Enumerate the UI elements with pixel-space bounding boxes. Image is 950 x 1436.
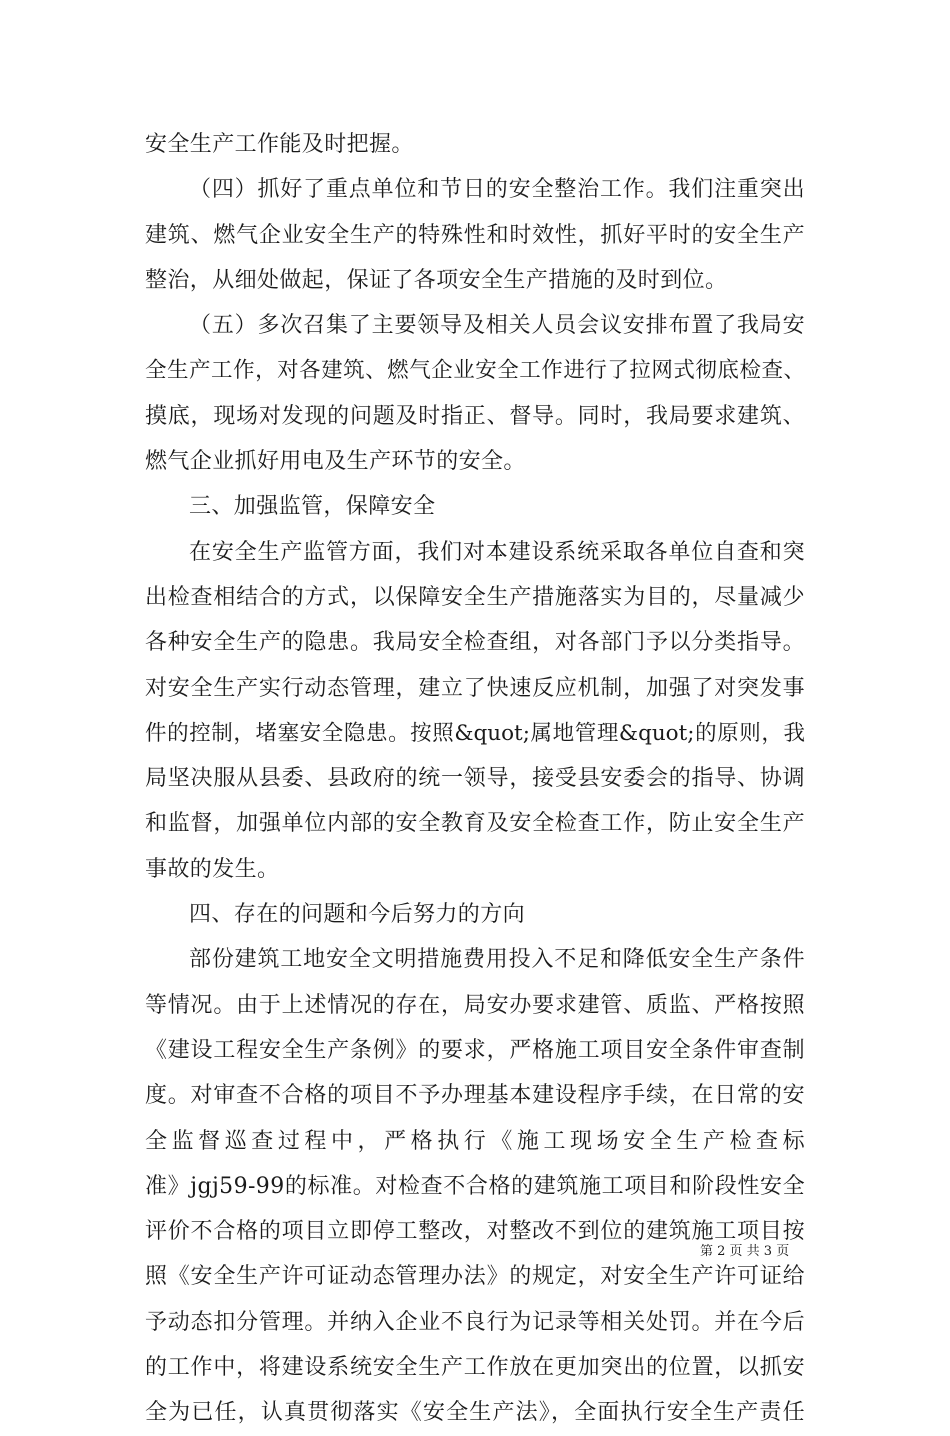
body-line: 全监督巡查过程中，严格执行《施工现场安全生产检查标	[145, 1128, 805, 1154]
body-line: 各种安全生产的隐患。我局安全检查组，对各部门予以分类指导。	[145, 630, 805, 656]
page-number: 第 2 页 共 3 页	[700, 1244, 790, 1259]
body-line: 事故的发生。	[145, 856, 280, 882]
body-line: 和监督，加强单位内部的安全教育及安全检查工作，防止安全生产	[145, 811, 805, 837]
body-line: 度。对审查不合格的项目不予办理基本建设程序手续，在日常的安	[145, 1083, 805, 1109]
body-line: 等情况。由于上述情况的存在，局安办要求建管、质监、严格按照	[145, 992, 805, 1018]
body-line: 全为已任，认真贯彻落实《安全生产法》，全面执行安全生产责任	[145, 1400, 805, 1426]
body-line: 燃气企业抓好用电及生产环节的安全。	[145, 449, 526, 475]
body-line: 件的控制，堵塞安全隐患。按照&quot;属地管理&quot;的原则，我	[145, 720, 805, 746]
body-line: 摸底，现场对发现的问题及时指正、督导。同时，我局要求建筑、	[145, 403, 805, 429]
body-line: 照《安全生产许可证动态管理办法》的规定，对安全生产许可证给	[145, 1264, 805, 1290]
body-line: 对安全生产实行动态管理，建立了快速反应机制，加强了对突发事	[145, 675, 805, 701]
body-line: 予动态扣分管理。并纳入企业不良行为记录等相关处罚。并在今后	[145, 1309, 805, 1335]
section-heading: 三、加强监管，保障安全	[189, 494, 436, 520]
body-line: 《建设工程安全生产条例》的要求，严格施工项目安全条件审查制	[145, 1037, 805, 1063]
body-line: 准》jgj59-99的标准。对检查不合格的建筑施工项目和阶段性安全	[145, 1173, 805, 1199]
body-line: 的工作中，将建设系统安全生产工作放在更加突出的位置，以抓安	[145, 1355, 805, 1381]
body-line: （四）抓好了重点单位和节日的安全整治工作。我们注重突出	[189, 177, 805, 203]
body-line: 在安全生产监管方面，我们对本建设系统采取各单位自查和突	[189, 539, 805, 565]
body-line: 局坚决服从县委、县政府的统一领导，接受县安委会的指导、协调	[145, 766, 805, 792]
body-line: 建筑、燃气企业安全生产的特殊性和时效性，抓好平时的安全生产	[145, 222, 805, 248]
body-line: 安全生产工作能及时把握。	[145, 132, 414, 157]
body-line: 评价不合格的项目立即停工整改，对整改不到位的建筑施工项目按	[145, 1219, 805, 1245]
body-line: 整治，从细处做起，保证了各项安全生产措施的及时到位。	[145, 267, 728, 293]
body-line: 全生产工作，对各建筑、燃气企业安全工作进行了拉网式彻底检查、	[145, 358, 805, 384]
body-line: 出检查相结合的方式，以保障安全生产措施落实为目的，尽量减少	[145, 584, 805, 610]
section-heading: 四、存在的问题和今后努力的方向	[189, 902, 526, 928]
document-body	[145, 122, 805, 1436]
body-line: （五）多次召集了主要领导及相关人员会议安排布置了我局安	[189, 313, 805, 339]
body-line: 部份建筑工地安全文明措施费用投入不足和降低安全生产条件	[189, 947, 805, 973]
